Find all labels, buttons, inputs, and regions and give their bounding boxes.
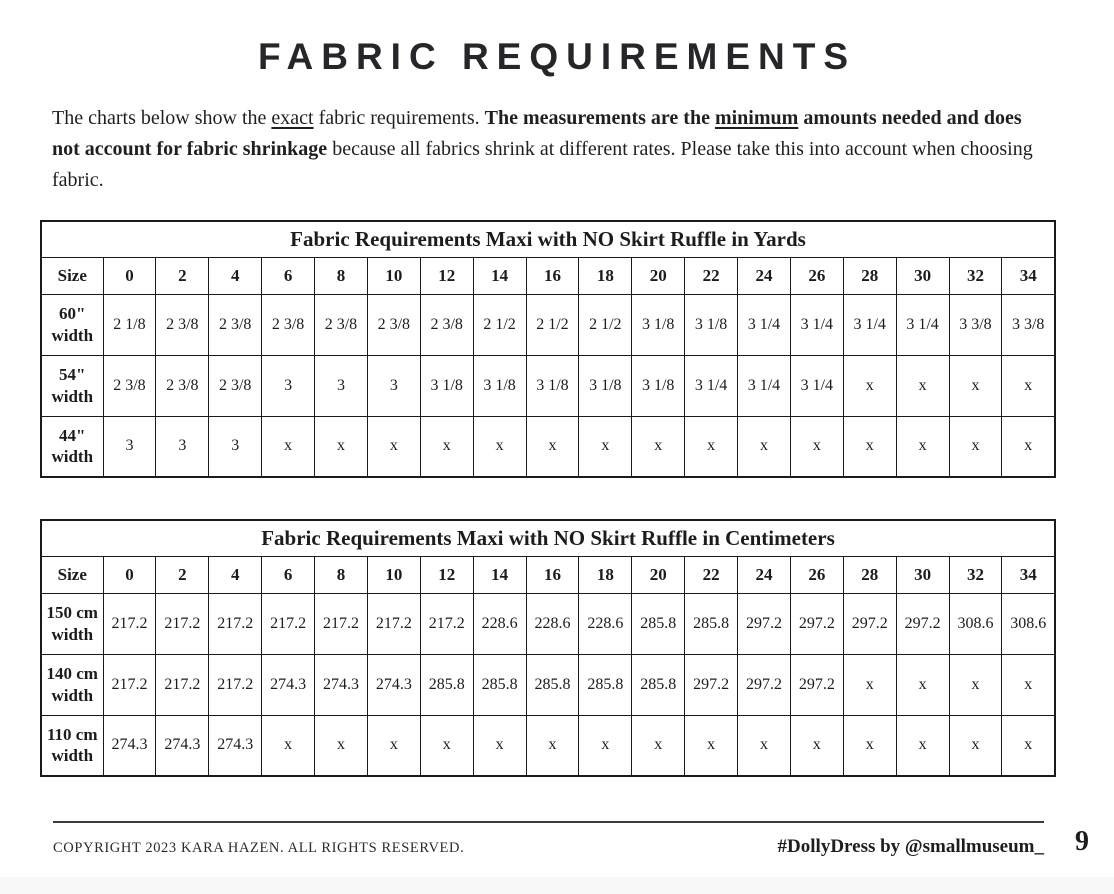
data-cell: 308.6 bbox=[1002, 593, 1055, 654]
data-cell: 217.2 bbox=[156, 593, 209, 654]
data-cell: x bbox=[579, 715, 632, 776]
size-column-header: 22 bbox=[685, 257, 738, 294]
intro-segment: minimum bbox=[714, 107, 799, 129]
footer bbox=[53, 836, 1044, 858]
data-cell: 3 bbox=[103, 416, 156, 477]
data-cell: x bbox=[632, 715, 685, 776]
data-cell: 217.2 bbox=[209, 593, 262, 654]
data-cell: 228.6 bbox=[473, 593, 526, 654]
size-column-header: 22 bbox=[685, 556, 738, 593]
data-cell: 285.8 bbox=[420, 654, 473, 715]
credit-text: #DollyDress by @smallmuseum_ bbox=[777, 836, 1044, 857]
data-cell: x bbox=[420, 715, 473, 776]
data-cell: x bbox=[579, 416, 632, 477]
data-cell: 297.2 bbox=[896, 593, 949, 654]
data-cell: 3 1/4 bbox=[738, 294, 791, 355]
data-cell: 2 3/8 bbox=[367, 294, 420, 355]
page-title: FABRIC REQUIREMENTS bbox=[257, 36, 857, 77]
intro-segment: The charts below show the bbox=[52, 107, 272, 129]
intro-segment: fabric requirements. bbox=[313, 107, 485, 129]
data-cell: x bbox=[262, 416, 315, 477]
data-cell: 274.3 bbox=[156, 715, 209, 776]
data-cell: x bbox=[632, 416, 685, 477]
table-header-row bbox=[41, 556, 1055, 593]
size-column-header: 30 bbox=[896, 257, 949, 294]
data-cell: 217.2 bbox=[367, 593, 420, 654]
data-cell: x bbox=[896, 654, 949, 715]
intro-segment: The measurements are the bbox=[484, 107, 715, 129]
row-label-cell: 60" width bbox=[41, 294, 103, 355]
intro-segment: exact bbox=[271, 107, 314, 129]
data-cell: 285.8 bbox=[685, 593, 738, 654]
size-column-header: 6 bbox=[262, 257, 315, 294]
size-column-header: 28 bbox=[843, 257, 896, 294]
size-column-header: 2 bbox=[156, 556, 209, 593]
data-cell: 2 3/8 bbox=[156, 355, 209, 416]
data-cell: 297.2 bbox=[843, 593, 896, 654]
size-column-header: 12 bbox=[420, 556, 473, 593]
data-cell: x bbox=[896, 416, 949, 477]
data-cell: x bbox=[1002, 654, 1055, 715]
size-column-header: 0 bbox=[103, 257, 156, 294]
data-cell: x bbox=[738, 416, 791, 477]
data-cell: 3 1/8 bbox=[632, 355, 685, 416]
data-cell: 3 1/8 bbox=[685, 294, 738, 355]
size-column-header: 24 bbox=[738, 257, 791, 294]
data-cell: 2 3/8 bbox=[209, 355, 262, 416]
row-label-cell: 150 cm width bbox=[41, 593, 103, 654]
data-cell: 285.8 bbox=[526, 654, 579, 715]
data-cell: 2 1/8 bbox=[103, 294, 156, 355]
data-cell: 2 1/2 bbox=[473, 294, 526, 355]
data-cell: 2 3/8 bbox=[156, 294, 209, 355]
data-cell: 274.3 bbox=[367, 654, 420, 715]
size-column-header: 16 bbox=[526, 556, 579, 593]
table-title: Fabric Requirements Maxi with NO Skirt Ruffle in Yards bbox=[41, 221, 1055, 257]
data-cell: 3 1/4 bbox=[790, 355, 843, 416]
table-row bbox=[41, 715, 1055, 776]
data-cell: 2 3/8 bbox=[262, 294, 315, 355]
table-row bbox=[41, 355, 1055, 416]
table-title-row bbox=[41, 520, 1055, 556]
data-cell: 3 1/4 bbox=[790, 294, 843, 355]
size-header-cell: Size bbox=[41, 556, 103, 593]
size-column-header: 6 bbox=[262, 556, 315, 593]
intro-paragraph bbox=[52, 103, 1042, 196]
data-cell: x bbox=[843, 355, 896, 416]
tables-container bbox=[40, 220, 1056, 777]
data-cell: 285.8 bbox=[632, 593, 685, 654]
row-label-cell: 54" width bbox=[41, 355, 103, 416]
data-cell: 217.2 bbox=[209, 654, 262, 715]
data-cell: x bbox=[790, 715, 843, 776]
data-cell: 3 1/8 bbox=[579, 355, 632, 416]
size-column-header: 28 bbox=[843, 556, 896, 593]
data-cell: x bbox=[473, 715, 526, 776]
data-cell: 3 1/8 bbox=[473, 355, 526, 416]
data-cell: 3 1/4 bbox=[896, 294, 949, 355]
data-cell: 274.3 bbox=[209, 715, 262, 776]
data-cell: x bbox=[949, 416, 1002, 477]
table-title-row bbox=[41, 221, 1055, 257]
size-column-header: 16 bbox=[526, 257, 579, 294]
size-column-header: 2 bbox=[156, 257, 209, 294]
data-cell: x bbox=[1002, 715, 1055, 776]
row-label-cell: 140 cm width bbox=[41, 654, 103, 715]
size-column-header: 10 bbox=[367, 556, 420, 593]
data-cell: 2 3/8 bbox=[103, 355, 156, 416]
data-cell: x bbox=[367, 416, 420, 477]
copyright-text: COPYRIGHT 2023 KARA HAZEN. ALL RIGHTS RESERVED. bbox=[53, 840, 465, 856]
data-cell: 2 1/2 bbox=[579, 294, 632, 355]
data-cell: x bbox=[526, 715, 579, 776]
data-cell: x bbox=[315, 715, 368, 776]
data-cell: 3 1/4 bbox=[843, 294, 896, 355]
data-cell: 3 1/8 bbox=[632, 294, 685, 355]
size-header-cell: Size bbox=[41, 257, 103, 294]
data-cell: 217.2 bbox=[103, 593, 156, 654]
size-column-header: 20 bbox=[632, 556, 685, 593]
data-cell: x bbox=[262, 715, 315, 776]
data-cell: 2 3/8 bbox=[209, 294, 262, 355]
data-cell: 217.2 bbox=[420, 593, 473, 654]
data-cell: x bbox=[843, 715, 896, 776]
size-column-header: 4 bbox=[209, 556, 262, 593]
data-cell: x bbox=[526, 416, 579, 477]
size-column-header: 32 bbox=[949, 556, 1002, 593]
size-column-header: 8 bbox=[315, 257, 368, 294]
data-cell: x bbox=[1002, 355, 1055, 416]
fabric-table-centimeters bbox=[40, 519, 1056, 777]
size-column-header: 18 bbox=[579, 257, 632, 294]
data-cell: x bbox=[738, 715, 791, 776]
table-row bbox=[41, 416, 1055, 477]
size-column-header: 4 bbox=[209, 257, 262, 294]
data-cell: x bbox=[896, 355, 949, 416]
row-label-cell: 44" width bbox=[41, 416, 103, 477]
size-column-header: 14 bbox=[473, 556, 526, 593]
table-title: Fabric Requirements Maxi with NO Skirt Ruffle in Centimeters bbox=[41, 520, 1055, 556]
data-cell: 228.6 bbox=[579, 593, 632, 654]
data-cell: 2 3/8 bbox=[420, 294, 473, 355]
data-cell: 274.3 bbox=[315, 654, 368, 715]
data-cell: 3 bbox=[367, 355, 420, 416]
data-cell: x bbox=[896, 715, 949, 776]
data-cell: 3 3/8 bbox=[1002, 294, 1055, 355]
data-cell: x bbox=[790, 416, 843, 477]
size-column-header: 26 bbox=[790, 257, 843, 294]
data-cell: x bbox=[843, 416, 896, 477]
data-cell: 3 3/8 bbox=[949, 294, 1002, 355]
data-cell: x bbox=[949, 355, 1002, 416]
data-cell: 3 bbox=[262, 355, 315, 416]
data-cell: 228.6 bbox=[526, 593, 579, 654]
data-cell: 297.2 bbox=[790, 654, 843, 715]
intro-segment: because all fabrics shrink at different rates. Please take this into account when choosing fabric. bbox=[52, 138, 1033, 191]
data-cell: 308.6 bbox=[949, 593, 1002, 654]
data-cell: 217.2 bbox=[156, 654, 209, 715]
table-row bbox=[41, 654, 1055, 715]
data-cell: 297.2 bbox=[738, 593, 791, 654]
data-cell: 285.8 bbox=[473, 654, 526, 715]
data-cell: x bbox=[685, 416, 738, 477]
row-label-cell: 110 cm width bbox=[41, 715, 103, 776]
size-column-header: 12 bbox=[420, 257, 473, 294]
data-cell: 3 1/8 bbox=[526, 355, 579, 416]
size-column-header: 26 bbox=[790, 556, 843, 593]
data-cell: 3 1/4 bbox=[685, 355, 738, 416]
size-column-header: 18 bbox=[579, 556, 632, 593]
table-header-row bbox=[41, 257, 1055, 294]
data-cell: x bbox=[367, 715, 420, 776]
size-column-header: 34 bbox=[1002, 257, 1055, 294]
data-cell: 2 3/8 bbox=[315, 294, 368, 355]
size-column-header: 24 bbox=[738, 556, 791, 593]
data-cell: 217.2 bbox=[315, 593, 368, 654]
table-row bbox=[41, 294, 1055, 355]
size-column-header: 0 bbox=[103, 556, 156, 593]
size-column-header: 14 bbox=[473, 257, 526, 294]
data-cell: 297.2 bbox=[685, 654, 738, 715]
data-cell: 3 1/4 bbox=[738, 355, 791, 416]
data-cell: 217.2 bbox=[103, 654, 156, 715]
data-cell: x bbox=[473, 416, 526, 477]
data-cell: 3 bbox=[156, 416, 209, 477]
size-column-header: 10 bbox=[367, 257, 420, 294]
data-cell: 297.2 bbox=[790, 593, 843, 654]
data-cell: x bbox=[315, 416, 368, 477]
intro-segment: amounts needed and does not account for fabric shrinkage bbox=[52, 107, 1022, 160]
size-column-header: 8 bbox=[315, 556, 368, 593]
page-number: 9 bbox=[1075, 826, 1089, 857]
size-column-header: 34 bbox=[1002, 556, 1055, 593]
data-cell: 217.2 bbox=[262, 593, 315, 654]
data-cell: 2 1/2 bbox=[526, 294, 579, 355]
data-cell: x bbox=[420, 416, 473, 477]
data-cell: 3 1/8 bbox=[420, 355, 473, 416]
data-cell: 274.3 bbox=[103, 715, 156, 776]
table-row bbox=[41, 593, 1055, 654]
data-cell: x bbox=[949, 654, 1002, 715]
data-cell: x bbox=[1002, 416, 1055, 477]
data-cell: 297.2 bbox=[738, 654, 791, 715]
data-cell: x bbox=[843, 654, 896, 715]
data-cell: 285.8 bbox=[579, 654, 632, 715]
size-column-header: 20 bbox=[632, 257, 685, 294]
data-cell: x bbox=[949, 715, 1002, 776]
size-column-header: 30 bbox=[896, 556, 949, 593]
size-column-header: 32 bbox=[949, 257, 1002, 294]
footer-rule bbox=[53, 821, 1044, 823]
data-cell: 285.8 bbox=[632, 654, 685, 715]
data-cell: x bbox=[685, 715, 738, 776]
data-cell: 3 bbox=[209, 416, 262, 477]
fabric-table-yards bbox=[40, 220, 1056, 478]
data-cell: 3 bbox=[315, 355, 368, 416]
bottom-strip bbox=[0, 877, 1114, 894]
data-cell: 274.3 bbox=[262, 654, 315, 715]
